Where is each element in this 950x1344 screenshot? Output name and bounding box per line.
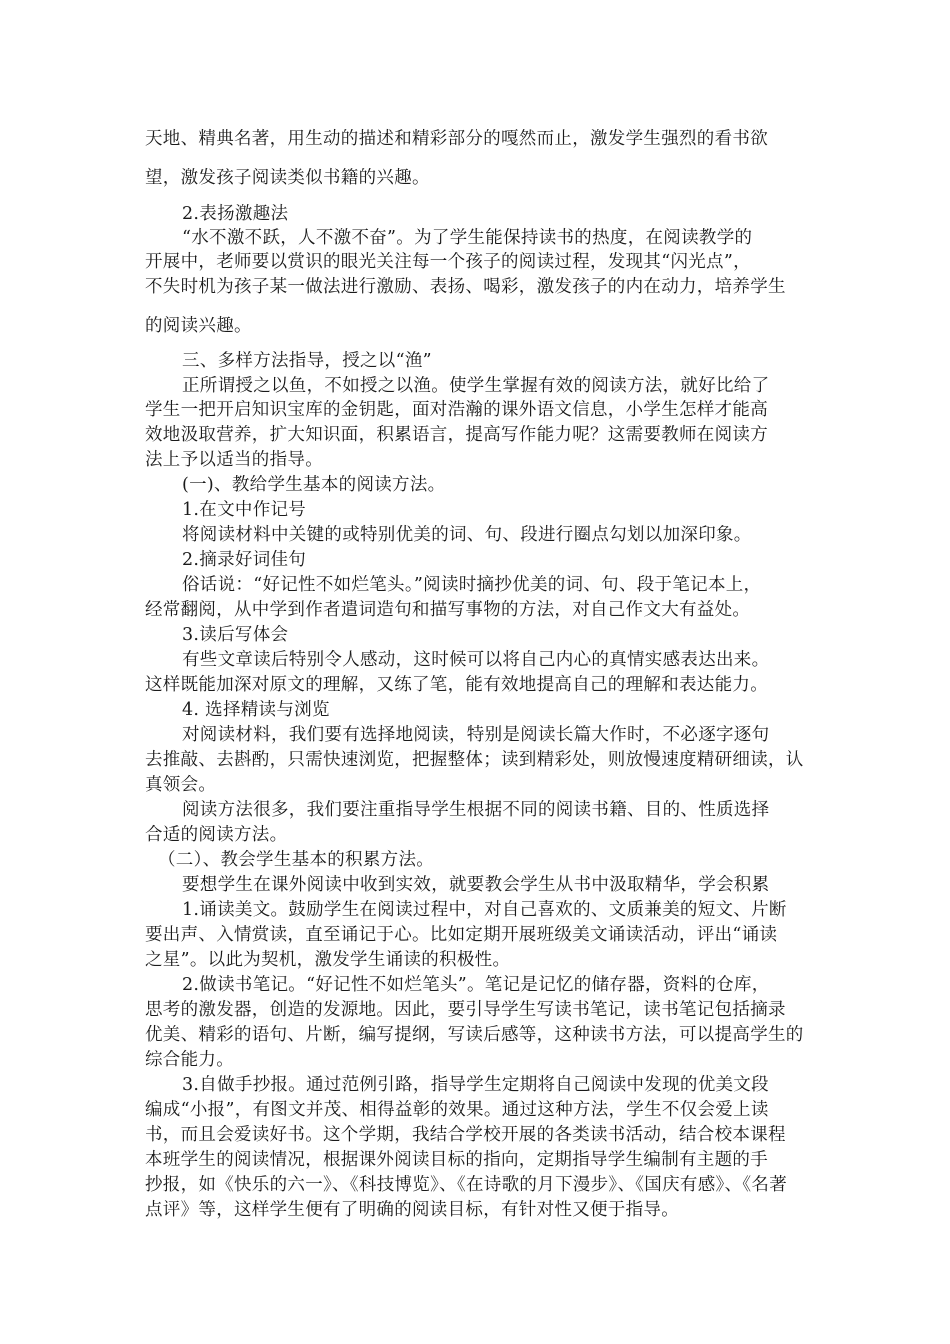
paragraph-line: 开展中，老师要以赏识的眼光关注每一个孩子的阅读过程，发现其“闪光点”， xyxy=(145,252,751,272)
paragraph-line: 正所谓授之以鱼，不如授之以渔。使学生掌握有效的阅读方法，就好比给了 xyxy=(182,376,770,396)
subsection-heading: 2.表扬激趣法 xyxy=(182,204,289,224)
paragraph-line: 要出声、入情赏读，直至诵记于心。比如定期开展班级美文诵读活动，评出“诵读 xyxy=(145,925,778,945)
paragraph-line: 这样既能加深对原文的理解，又练了笔，能有效地提高自己的理解和表达能力。 xyxy=(145,675,768,695)
paragraph-line: 将阅读材料中关键的或特别优美的词、句、段进行圈点勾划以加深印象。 xyxy=(182,525,752,545)
paragraph-line: 2.做读书笔记。“好记性不如烂笔头”。笔记是记忆的储存器，资料的仓库， xyxy=(182,975,770,995)
paragraph-line: 点评》等，这样学生便有了明确的阅读目标，有针对性又便于指导。 xyxy=(145,1200,679,1220)
subsection-heading: 2.摘录好词佳句 xyxy=(182,550,307,570)
subsection-heading: 1.在文中作记号 xyxy=(182,500,307,520)
paragraph-line: 效地汲取营养，扩大知识面，积累语言，提高写作能力呢？这需要教师在阅读方 xyxy=(145,425,768,445)
paragraph-line: 综合能力。 xyxy=(145,1050,234,1070)
paragraph-line: “水不激不跃，人不激不奋”。为了学生能保持读书的热度，在阅读教学的 xyxy=(182,228,753,248)
subsection-heading: (一)、教给学生基本的阅读方法。 xyxy=(182,475,446,495)
paragraph-line: 俗话说：“好记性不如烂笔头。”阅读时摘抄优美的词、句、段于笔记本上， xyxy=(182,575,762,595)
subsection-heading: 3.读后写体会 xyxy=(182,625,289,645)
paragraph-line: 法上予以适当的指导。 xyxy=(145,450,323,470)
paragraph-line: 之星”。以此为契机，激发学生诵读的积极性。 xyxy=(145,950,511,970)
paragraph-line: 合适的阅读方法。 xyxy=(145,825,288,845)
paragraph-line: 经常翻阅，从中学到作者遣词造句和描写事物的方法，对自己作文大有益处。 xyxy=(145,600,751,620)
paragraph-line: 书，而且会爱读好书。这个学期，我结合学校开展的各类读书活动，结合校本课程 xyxy=(145,1125,786,1145)
paragraph-line: 去推敲、去斟酌，只需快速浏览，把握整体；读到精彩处，则放慢速度精研细读，认 xyxy=(145,750,804,770)
paragraph-line: 要想学生在课外阅读中收到实效，就要教会学生从书中汲取精华，学会积累 xyxy=(182,875,770,895)
paragraph-line: 天地、精典名著，用生动的描述和精彩部分的嘎然而止，激发学生强烈的看书欲 xyxy=(145,129,768,149)
paragraph-line: 阅读方法很多，我们要注重指导学生根据不同的阅读书籍、目的、性质选择 xyxy=(182,800,770,820)
paragraph-line: 抄报，如《快乐的六一》、《科技博览》、《在诗歌的月下漫步》、《国庆有感》、《名著 xyxy=(145,1175,787,1195)
subsection-heading: 4. 选择精读与浏览 xyxy=(182,700,330,720)
paragraph-line: 对阅读材料，我们要有选择地阅读，特别是阅读长篇大作时，不必逐字逐句 xyxy=(182,725,770,745)
paragraph-line: 1.诵读美文。鼓励学生在阅读过程中，对自己喜欢的、文质兼美的短文、片断 xyxy=(182,900,787,920)
paragraph-line: 本班学生的阅读情况，根据课外阅读目标的指向，定期指导学生编制有主题的手 xyxy=(145,1150,768,1170)
paragraph-line: 编成“小报”，有图文并茂、相得益彰的效果。通过这种方法，学生不仅会爱上读 xyxy=(145,1100,769,1120)
section-heading: 三、多样方法指导，授之以“渔” xyxy=(182,351,432,371)
paragraph-line: 不失时机为孩子某一做法进行激励、表扬、喝彩，激发孩子的内在动力，培养学生 xyxy=(145,277,786,297)
paragraph-line: 优美、精彩的语句、片断，编写提纲，写读后感等，这种读书方法，可以提高学生的 xyxy=(145,1025,804,1045)
paragraph-line: 3.自做手抄报。通过范例引路，指导学生定期将自己阅读中发现的优美文段 xyxy=(182,1075,769,1095)
subsection-heading: （二）、教会学生基本的积累方法。 xyxy=(158,850,435,870)
paragraph-line: 的阅读兴趣。 xyxy=(145,316,252,336)
paragraph-line: 望，激发孩子阅读类似书籍的兴趣。 xyxy=(145,168,430,188)
paragraph-line: 学生一把开启知识宝库的金钥匙，面对浩瀚的课外语文信息，小学生怎样才能高 xyxy=(145,400,768,420)
paragraph-line: 真领会。 xyxy=(145,775,217,795)
paragraph-line: 思考的激发器，创造的发源地。因此，要引导学生写读书笔记，读书笔记包括摘录 xyxy=(145,1000,786,1020)
paragraph-line: 有些文章读后特别令人感动，这时候可以将自己内心的真情实感表达出来。 xyxy=(182,650,770,670)
